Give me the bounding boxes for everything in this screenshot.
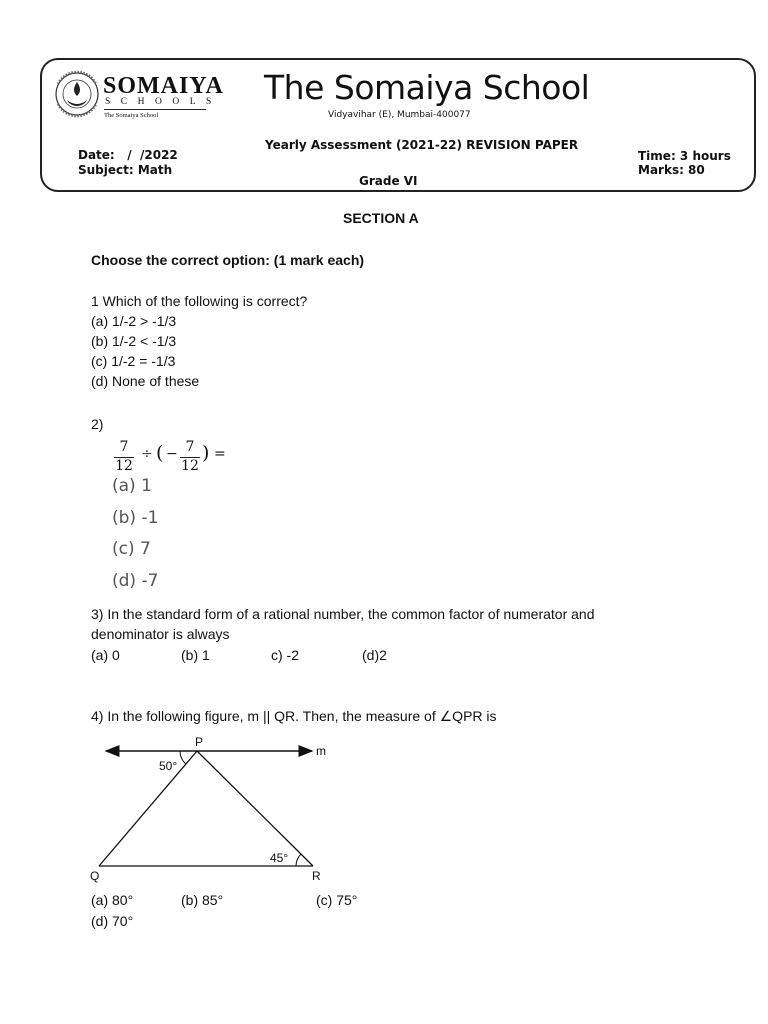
section-title: SECTION A (343, 210, 419, 226)
date-label: Date: / /2022 (78, 148, 178, 162)
option-a: (a) 80° (91, 892, 134, 908)
option-c: (c) 1/-2 = -1/3 (91, 353, 176, 369)
open-paren: ( (156, 442, 164, 464)
side-pq (99, 751, 197, 866)
question-3-line-1: 3) In the standard form of a rational number, the common factor of numerator and (91, 606, 595, 622)
option-a: (a) 0 (91, 647, 120, 663)
paper-title: Yearly Assessment (2021-22) REVISION PAPER (265, 138, 579, 152)
logo-subtitle: SCHOOLS (105, 97, 222, 107)
label-q: Q (90, 869, 100, 883)
option-b: (b) 85° (181, 892, 224, 908)
option-d: (d) 70° (91, 913, 134, 929)
label-p: P (195, 735, 204, 749)
fraction-1-denominator: 12 (115, 458, 133, 474)
angle-label-50: 50° (159, 759, 178, 773)
label-r: R (312, 869, 321, 883)
equals-sign: = (214, 446, 226, 462)
logo-brand: SOMAIYA (103, 73, 224, 99)
angle-label-45: 45° (270, 851, 289, 865)
option-b: (b) -1 (112, 508, 159, 528)
option-a: (a) 1/-2 > -1/3 (91, 313, 177, 329)
subject-label: Subject: Math (78, 163, 173, 177)
option-c: (c) 75° (316, 892, 358, 908)
side-pr (197, 751, 313, 866)
question-2-number: 2) (91, 416, 104, 432)
close-paren: ) (202, 442, 210, 464)
option-d: (d) -7 (112, 571, 159, 591)
grade-label: Grade VI (359, 174, 418, 188)
angle-arc-left (180, 751, 186, 764)
option-c: c) -2 (271, 647, 299, 663)
option-d: (d) None of these (91, 373, 200, 389)
label-m: m (316, 744, 326, 758)
option-d: (d)2 (362, 647, 387, 663)
instruction: Choose the correct option: (1 mark each) (91, 252, 365, 268)
question-text: 1 Which of the following is correct? (91, 293, 308, 309)
option-b: (b) 1 (181, 647, 210, 663)
marks-label: Marks: 80 (638, 163, 705, 177)
fraction-2-numerator: 7 (185, 439, 195, 455)
school-name: The Somaiya School (264, 68, 590, 107)
school-address: Vidyavihar (E), Mumbai-400077 (328, 110, 471, 120)
fraction-2-denominator: 12 (181, 458, 199, 474)
angle-arc-right (296, 854, 301, 866)
logo-tagline: The Somaiya School (104, 112, 159, 119)
question-3-line-2: denominator is always (91, 626, 230, 642)
fraction-1-numerator: 7 (119, 439, 129, 455)
question-4-text: 4) In the following figure, m || QR. Then, the measure of ∠QPR is (91, 708, 497, 724)
minus-sign: − (166, 446, 178, 462)
option-b: (b) 1/-2 < -1/3 (91, 333, 177, 349)
time-label: Time: 3 hours (638, 149, 731, 163)
divide-sign: ÷ (141, 446, 153, 462)
option-c: (c) 7 (112, 539, 151, 559)
option-a: (a) 1 (112, 476, 152, 496)
